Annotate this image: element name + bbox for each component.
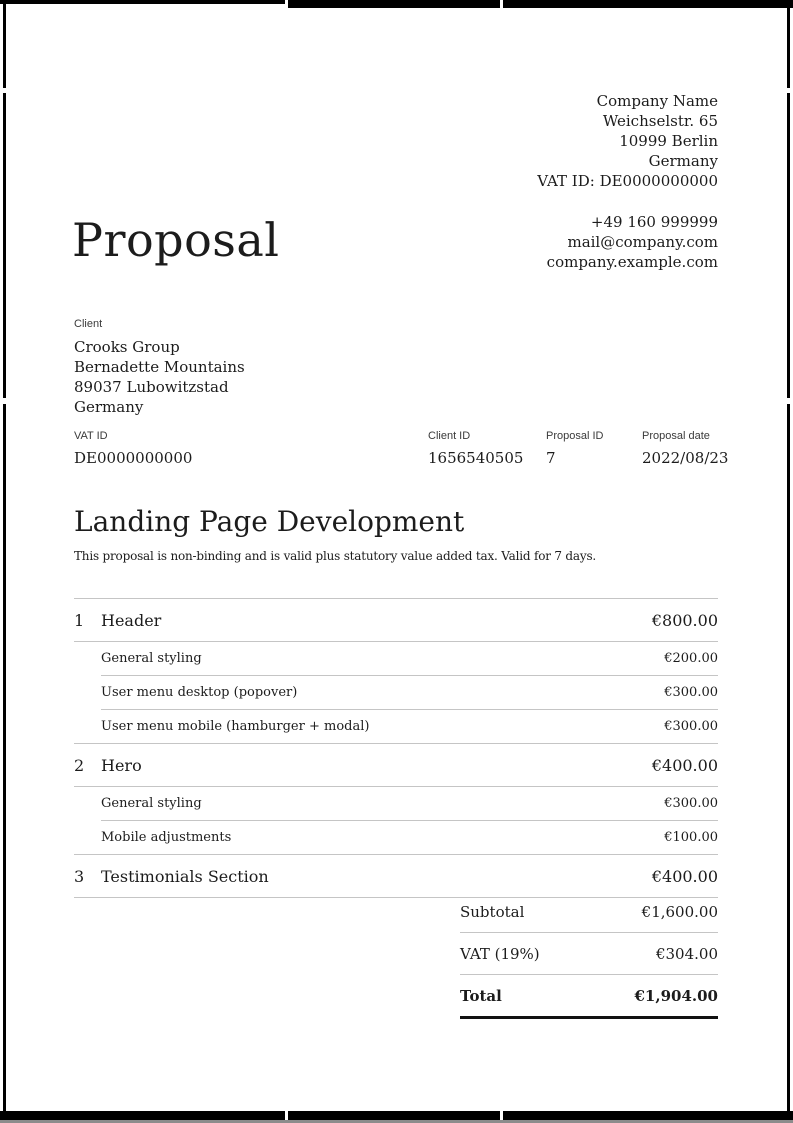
- project-section: [74, 505, 718, 563]
- project-title: Landing Page Development: [74, 505, 465, 538]
- project-description: This proposal is non-binding and is valid plus statutory value added tax. Valid for 7 days.: [74, 549, 597, 563]
- meta-field-proposal-date: [642, 430, 728, 467]
- subitem-title: General styling: [101, 651, 202, 666]
- page-border-left: [3, 3, 6, 1113]
- total-label: VAT (19%): [460, 944, 540, 963]
- item-title: Hero: [101, 755, 142, 775]
- item-number: 2: [74, 755, 85, 775]
- meta-field-proposal-id: [546, 430, 603, 467]
- border-notch: [787, 398, 790, 404]
- subitem-title: General styling: [101, 796, 202, 811]
- border-notch: [285, 1111, 288, 1120]
- item-price: €800.00: [651, 610, 718, 630]
- item-title: Testimonials Section: [101, 866, 269, 886]
- subitem-title: User menu desktop (popover): [101, 685, 298, 700]
- page-border-top-thin-segment: [0, 4, 285, 8]
- item-price: €400.00: [651, 866, 718, 886]
- item-price: €400.00: [651, 755, 718, 775]
- meta-label: Proposal ID: [546, 430, 604, 442]
- line-items-table: [74, 598, 718, 898]
- company-email: mail@company.com: [567, 233, 718, 251]
- client-info: [74, 318, 245, 417]
- company-contact: [537, 212, 718, 272]
- total-row: [460, 975, 718, 1019]
- total-label: Subtotal: [460, 902, 525, 921]
- subitem-group: [101, 787, 718, 854]
- meta-field-client-id: [428, 430, 523, 467]
- total-value: €1,600.00: [641, 902, 718, 921]
- page-border-right: [787, 3, 790, 1113]
- meta-row: [74, 430, 729, 470]
- page-title: Proposal: [72, 213, 280, 267]
- total-row: [460, 933, 718, 975]
- page-border-bottom: [0, 1111, 793, 1120]
- item-row: [74, 599, 718, 642]
- subitem-price: €300.00: [664, 719, 718, 734]
- subitem-price: €100.00: [664, 830, 718, 845]
- item-number: 1: [74, 610, 85, 630]
- client-address-line: Bernadette Mountains: [74, 358, 245, 376]
- total-label: Total: [460, 986, 502, 1005]
- company-country: Germany: [648, 152, 718, 170]
- company-website: company.example.com: [546, 253, 718, 271]
- total-row: [460, 891, 718, 933]
- meta-label: Client ID: [428, 430, 471, 442]
- client-country: Germany: [74, 398, 144, 416]
- company-city: 10999 Berlin: [619, 132, 718, 150]
- meta-value: 7: [546, 449, 556, 467]
- subitem-price: €300.00: [664, 796, 718, 811]
- subitem-row: [101, 821, 718, 854]
- subitem-title: Mobile adjustments: [101, 830, 232, 845]
- total-value: €1,904.00: [634, 986, 718, 1005]
- item-title: Header: [101, 610, 162, 630]
- item-number: 3: [74, 866, 85, 886]
- meta-value: DE0000000000: [74, 449, 193, 467]
- meta-value: 1656540505: [428, 449, 524, 467]
- company-info: [537, 91, 718, 272]
- client-label: Client: [74, 318, 103, 330]
- meta-label: Proposal date: [642, 430, 710, 442]
- subitem-row: [101, 787, 718, 821]
- company-name: Company Name: [596, 92, 718, 110]
- total-value: €304.00: [655, 944, 718, 963]
- subitem-group: [101, 642, 718, 743]
- border-notch: [285, 0, 288, 8]
- company-phone: +49 160 999999: [590, 213, 718, 231]
- totals-section: [460, 891, 718, 1019]
- border-notch: [500, 1111, 503, 1120]
- meta-label: VAT ID: [74, 430, 108, 442]
- company-street: Weichselstr. 65: [602, 112, 718, 130]
- subitem-price: €300.00: [664, 685, 718, 700]
- item-row: [74, 744, 718, 787]
- subitem-row: [101, 710, 718, 743]
- company-vat-id: VAT ID: DE0000000000: [537, 172, 718, 190]
- border-notch: [500, 0, 503, 8]
- subitem-row: [101, 642, 718, 676]
- client-address-line: 89037 Lubowitzstad: [74, 378, 229, 396]
- subitem-row: [101, 676, 718, 710]
- subitem-price: €200.00: [664, 651, 718, 666]
- border-notch: [3, 88, 6, 93]
- border-notch: [787, 88, 790, 93]
- subitem-title: User menu mobile (hamburger + modal): [101, 719, 370, 734]
- meta-value: 2022/08/23: [642, 449, 729, 467]
- meta-field-vat-id: [74, 430, 192, 467]
- client-name: Crooks Group: [74, 338, 180, 356]
- border-notch: [3, 398, 6, 404]
